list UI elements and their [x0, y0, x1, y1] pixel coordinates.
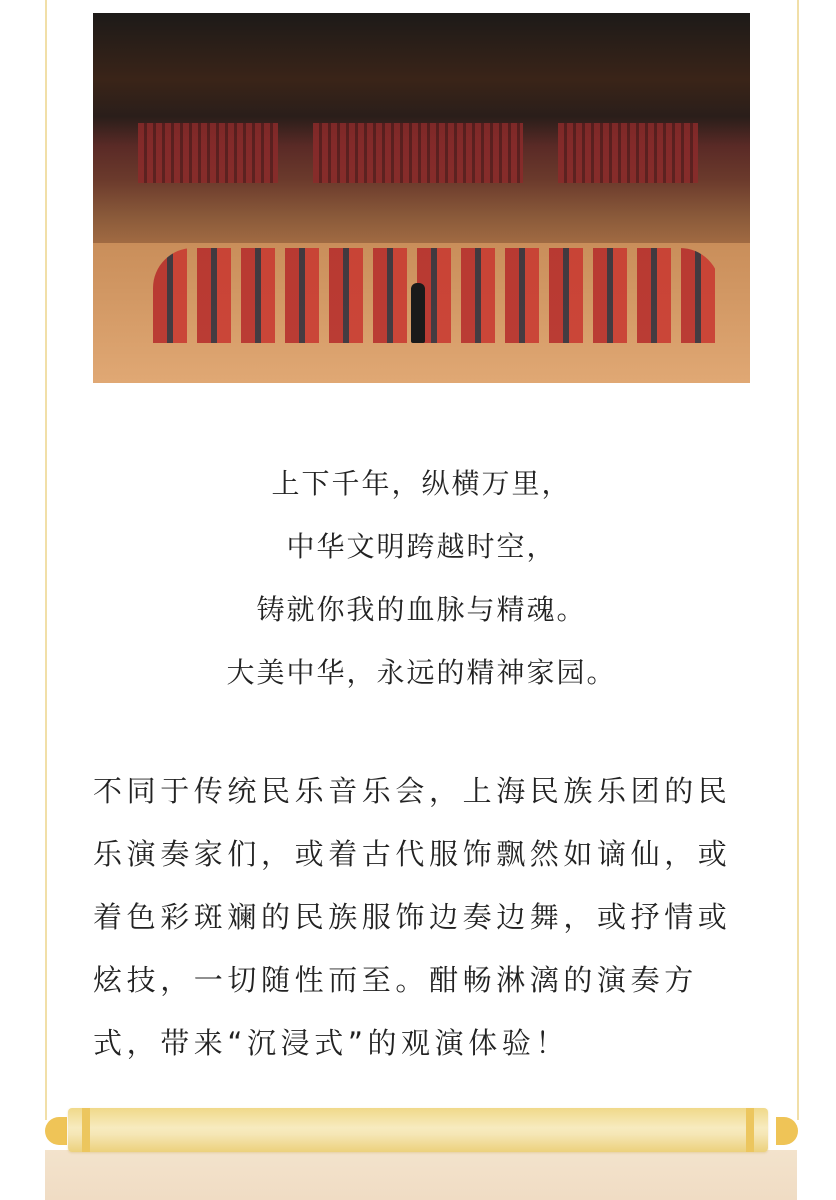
scroll-rod — [68, 1108, 768, 1152]
audience-seats-center — [313, 123, 523, 183]
paragraph-line: 不同于传统民乐音乐会，上海民族乐团的民 — [93, 774, 732, 808]
paragraph-line: 着色彩斑斓的民族服饰边奏边舞，或抒情或 — [93, 900, 732, 934]
paragraph-line: 乐演奏家们，或着古代服饰飘然如谪仙，或 — [93, 837, 732, 871]
poem-line: 上下千年，纵横万里， — [271, 467, 572, 500]
orchestra-players — [153, 248, 720, 343]
paragraph-line: 式，带来“沉浸式”的观演体验！ — [93, 1026, 570, 1060]
conductor — [411, 283, 425, 343]
poem-line: 铸就你我的血脉与精魂。 — [256, 593, 587, 626]
paragraph-line: 炫技，一切随性而至。酣畅淋漓的演奏方 — [93, 963, 698, 997]
audience-seats-left — [138, 123, 278, 183]
scroll-band — [746, 1108, 754, 1152]
scroll-band — [82, 1108, 90, 1152]
poem — [93, 452, 750, 704]
orchestra-concert-photo — [93, 13, 750, 383]
audience-seats-right — [558, 123, 698, 183]
beige-background — [45, 1150, 797, 1200]
scroll-knob-left — [45, 1117, 67, 1145]
poem-line: 中华文明跨越时空， — [286, 530, 557, 563]
poem-line: 大美中华，永远的精神家园。 — [226, 656, 617, 689]
scroll-knob-right — [776, 1117, 798, 1145]
description-paragraph — [93, 760, 753, 1075]
